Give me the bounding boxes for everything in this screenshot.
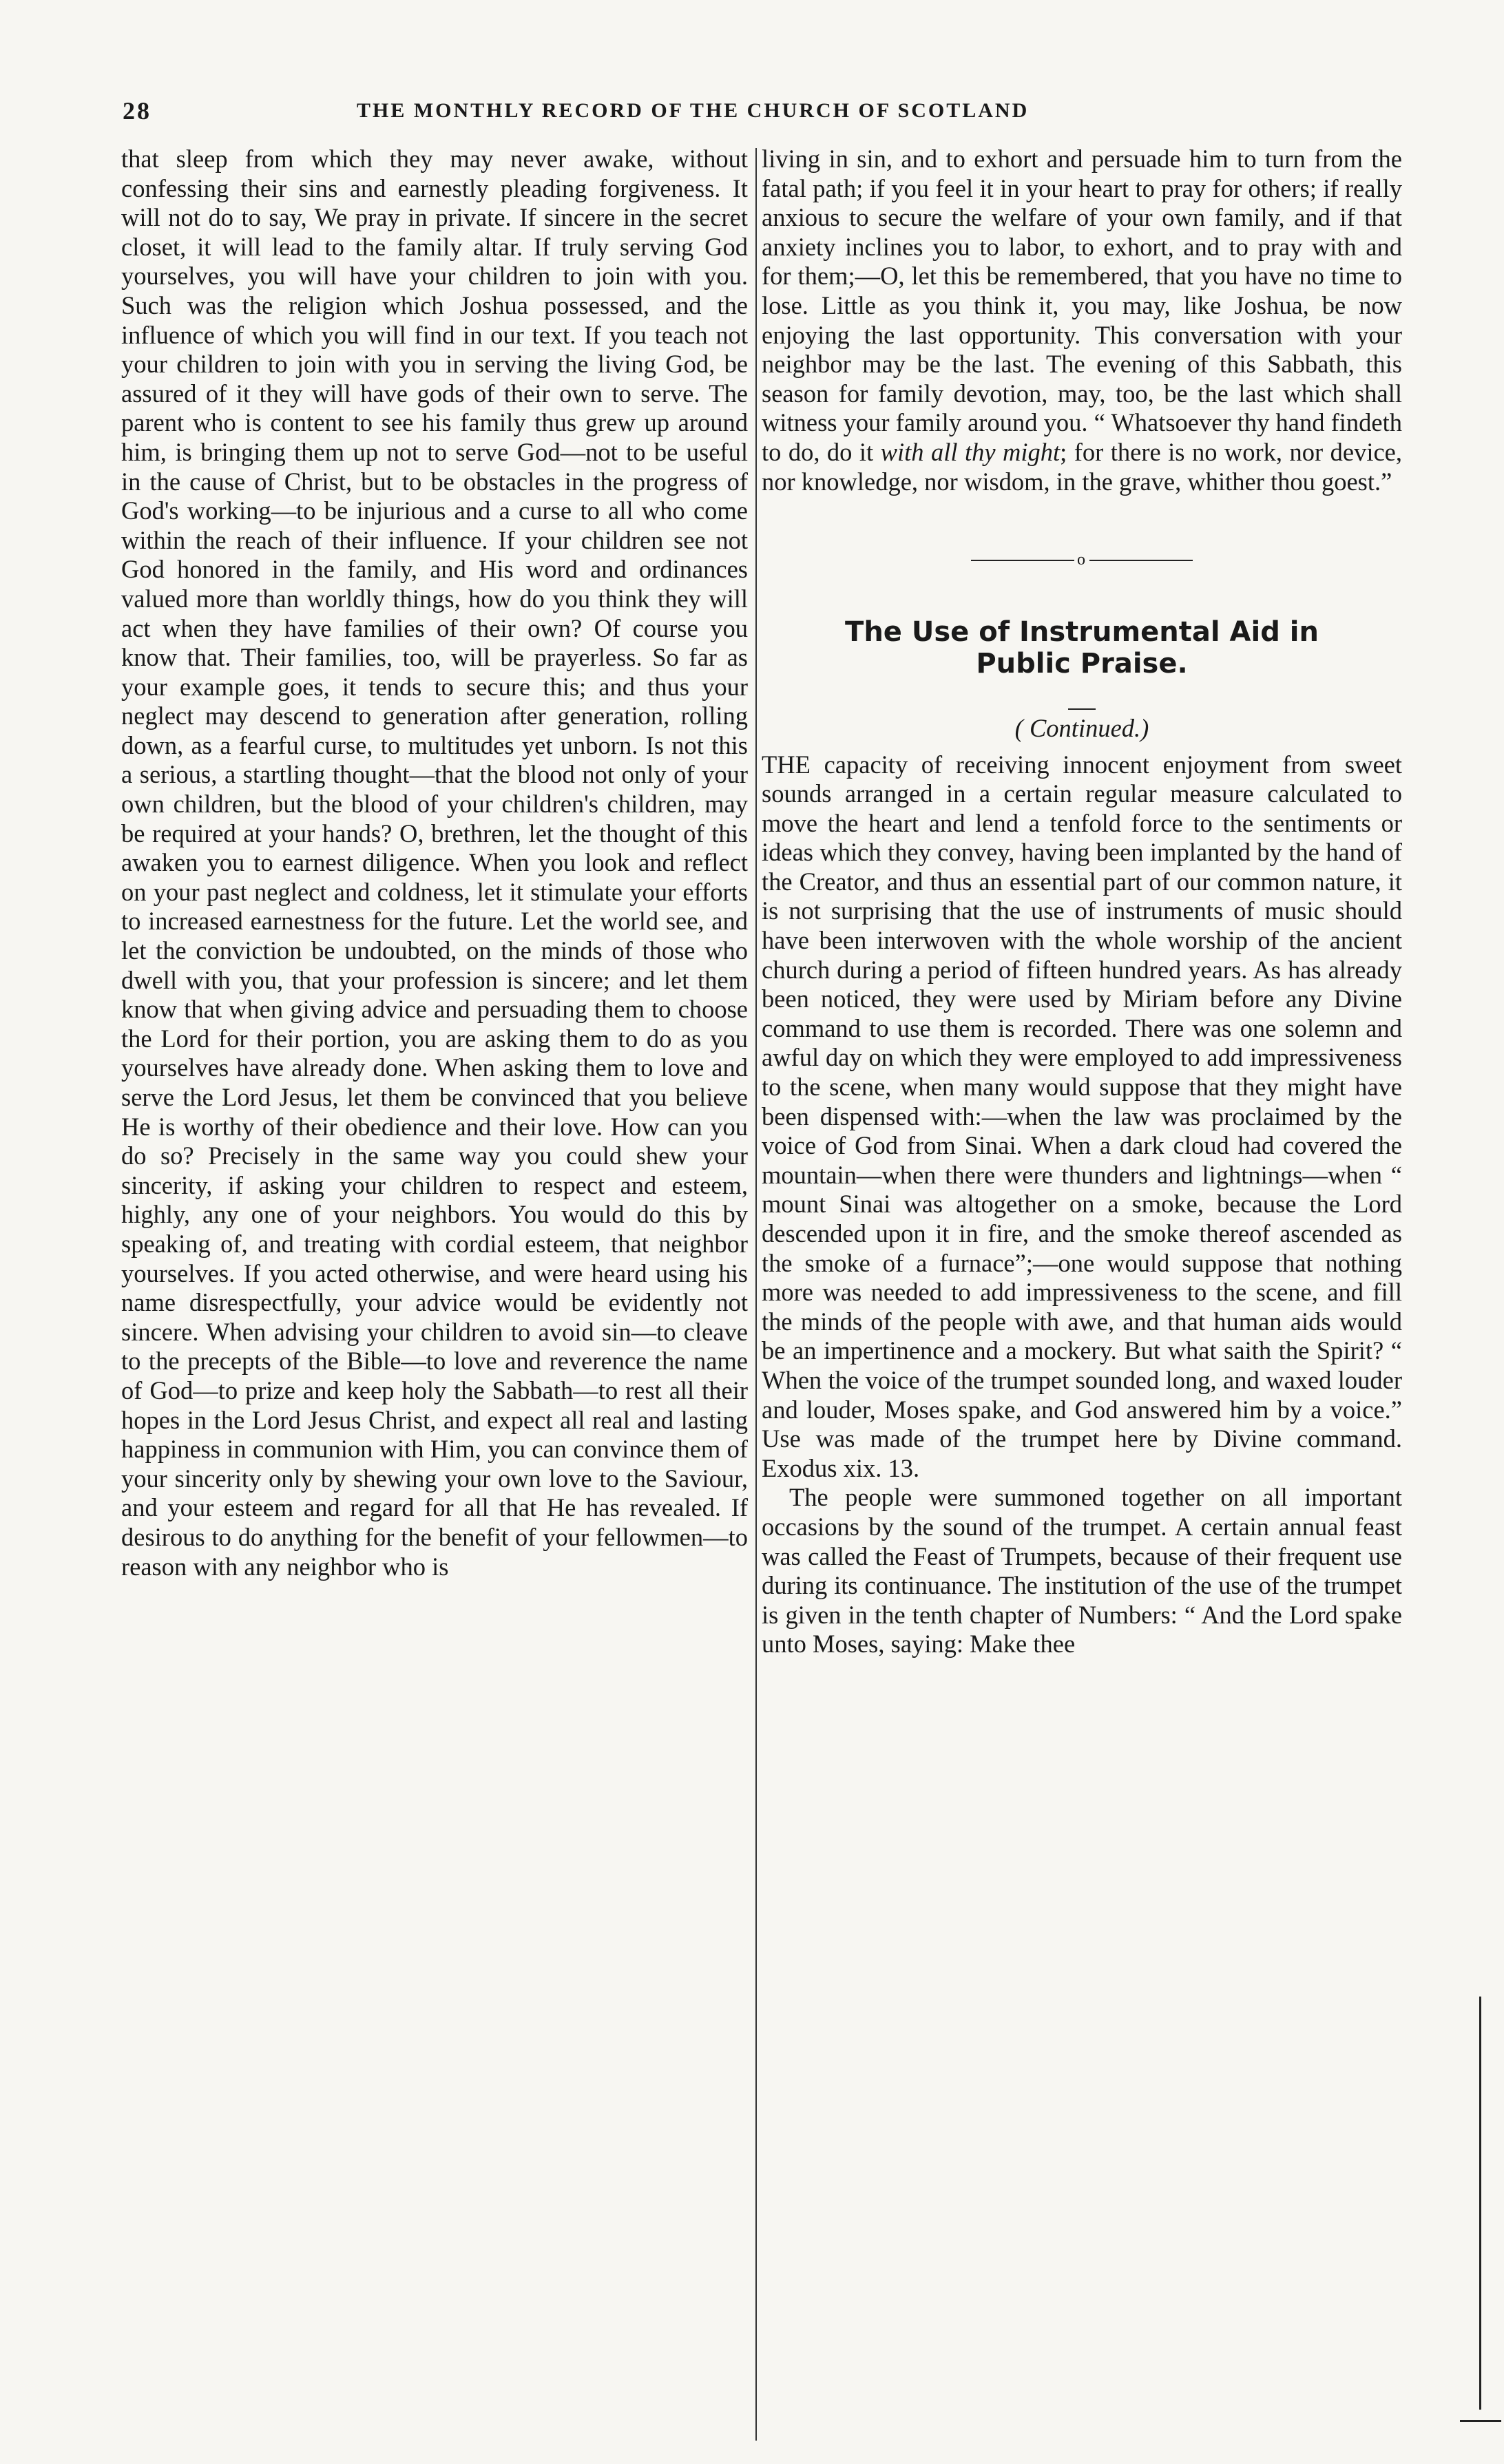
column-divider — [755, 148, 757, 2441]
page-edge-foot — [1460, 2420, 1501, 2422]
continued-note: ( Continued.) — [1014, 713, 1149, 742]
page-edge-mark — [1479, 1997, 1481, 2410]
left-column — [121, 145, 748, 2444]
section-separator — [762, 545, 1402, 575]
page-number: 28 — [123, 97, 152, 125]
page-header — [123, 96, 1410, 131]
continuation-paragraph — [762, 145, 1402, 496]
section-title — [762, 616, 1402, 680]
continuation-text-a: living in sin, and to exhort and persuade him to turn from the fatal path; if you feel it in your heart to pray for others; if really anxious to secure the welfare of your own family, and if that anxiety inclines you to labor, to exhort, and to pray with and for them;—O, let this be remembered, that you have no time to lose. Little as you think it, you may, like Joshua, be now enjoying the last opportunity. This conversation with your neighbor may be the last. The evening of this Sabbath, this season for family devotion, may, too, be the last which shall witness your family around you. “ Whatsoever thy hand findeth to do, do it — [762, 145, 1402, 466]
separator-mark: o — [1077, 551, 1087, 569]
section-title-line-2: Public Praise. — [976, 647, 1188, 680]
section-paragraph-2: The people were summoned together on all important occasions by the sound of the trumpet. A certain annual feast was called the Feast of Trumpets, because of their frequent use during its continuance. The institution of the use of the trumpet is given in the tenth chapter of Numbers: “ And the Lord spake unto Moses, saying: Make thee — [762, 1483, 1402, 1659]
left-column-text: that sleep from which they may never awake, without confessing their sins and earnestly pleading forgiveness. It will not do to say, We pray in private. If sincere in the secret closet, it will lead to the family altar. If truly serving God yourselves, you will have your children to join with you. Such was the religion which Joshua possessed, and the influence of which you will find in our text. If you teach not your children to join with you in serving the living God, be assured of it they will have gods of their own to serve. The parent who is content to see his family thus grew up around him, is bringing them up not to serve God—not to be useful in the cause of Christ, but to be obstacles in the progress of God's working—to be injurious and a curse to all who come within the reach of their influence. If your children see not God honored in the family, and His word and ordinances valued more than worldly things, how do you think they will act when they have families of their own? Of course you know that. Their families, too, will be prayerless. So far as your example goes, it tends to secure this; and thus your neglect may descend to generation after generation, rolling down, as a fearful curse, to multitudes yet unborn. Is not this a serious, a startling thought—that the blood not only of your own children, but the blood of your children's children, may be required at your hands? O, brethren, let the thought of this awaken you to earnest diligence. When you look and reflect on your past neglect and coldness, let it stimulate your efforts to increased earnestness for the future. Let the world see, and let the conviction be undoubted, on the minds of those who dwell with you, that your profession is sincere; and let them know that when giving advice and persuading them to choose the Lord for their portion, you are asking them to do as you yourselves have already done. When asking them to love and serve the Lord Jesus, let them be convinced that you believe He is worthy of their obedience and their love. How can you do so? Precisely in the same way you could shew your sincerity, if asking your children to respect and esteem, highly, any one of your neighbors. You would do this by speaking of, and treating with cordial esteem, that neighbor yourselves. If you acted otherwise, and were heard using his name disrespectfully, your advice would be evidently not sincere. When advising your children to avoid sin—to cleave to the precepts of the Bible—to love and reverence the name of God—to prize and keep holy the Sabbath—to rest all their hopes in the Lord Jesus Christ, and expect all real and lasting happiness in communion with Him, you can convince them of your sincerity only by shewing your own love to the Saviour, and your esteem and regard for all that He has revealed. If desirous to do anything for the benefit of your fellowmen—to reason with any neighbor who is — [121, 145, 748, 1581]
continuation-text-b: ; for there is no work, nor device, nor knowledge, nor wisdom, in the grave, whither thou goest.” — [762, 437, 1402, 496]
emphasis-text: with all thy might — [880, 437, 1061, 466]
section-paragraph-1: THE capacity of receiving innocent enjoyment from sweet sounds arranged in a certain regular measure calculated to move the heart and lend a tenfold force to the sentiments or ideas which they convey, having been implanted by the hand of the Creator, and thus an essential part of our common nature, it is not surprising that the use of instruments of music should have been interwoven with the whole worship of the ancient church during a period of fifteen hundred years. As has already been noticed, they were used by Miriam before any Divine command to use them is recorded. There was one solemn and awful day on which they were employed to add impressiveness to the scene, when many would suppose that they might have been dispensed with:—when the law was proclaimed by the voice of God from Sinai. When a dark cloud had covered the mountain—when there were thunders and lightnings—when “ mount Sinai was altogether on a smoke, because the Lord descended upon it in fire, and the smoke thereof ascended as the smoke of a furnace”;—one would suppose that nothing more was needed to add impressiveness to the scene, and fill the minds of the people with awe, and that human aids would be an impertinence and a mockery. But what saith the Spirit? “ When the voice of the trumpet sounded long, and waxed louder and louder, Moses spake, and God answered him by a voice.” Use was made of the trumpet here by Divine command. Exodus xix. 13. — [762, 750, 1402, 1482]
title-dash — [762, 695, 1402, 710]
section-title-line-1: The Use of Instrumental Aid in — [845, 615, 1319, 648]
running-title: THE MONTHLY RECORD OF THE CHURCH OF SCOTLAND — [357, 99, 1030, 122]
right-column — [762, 145, 1402, 2444]
